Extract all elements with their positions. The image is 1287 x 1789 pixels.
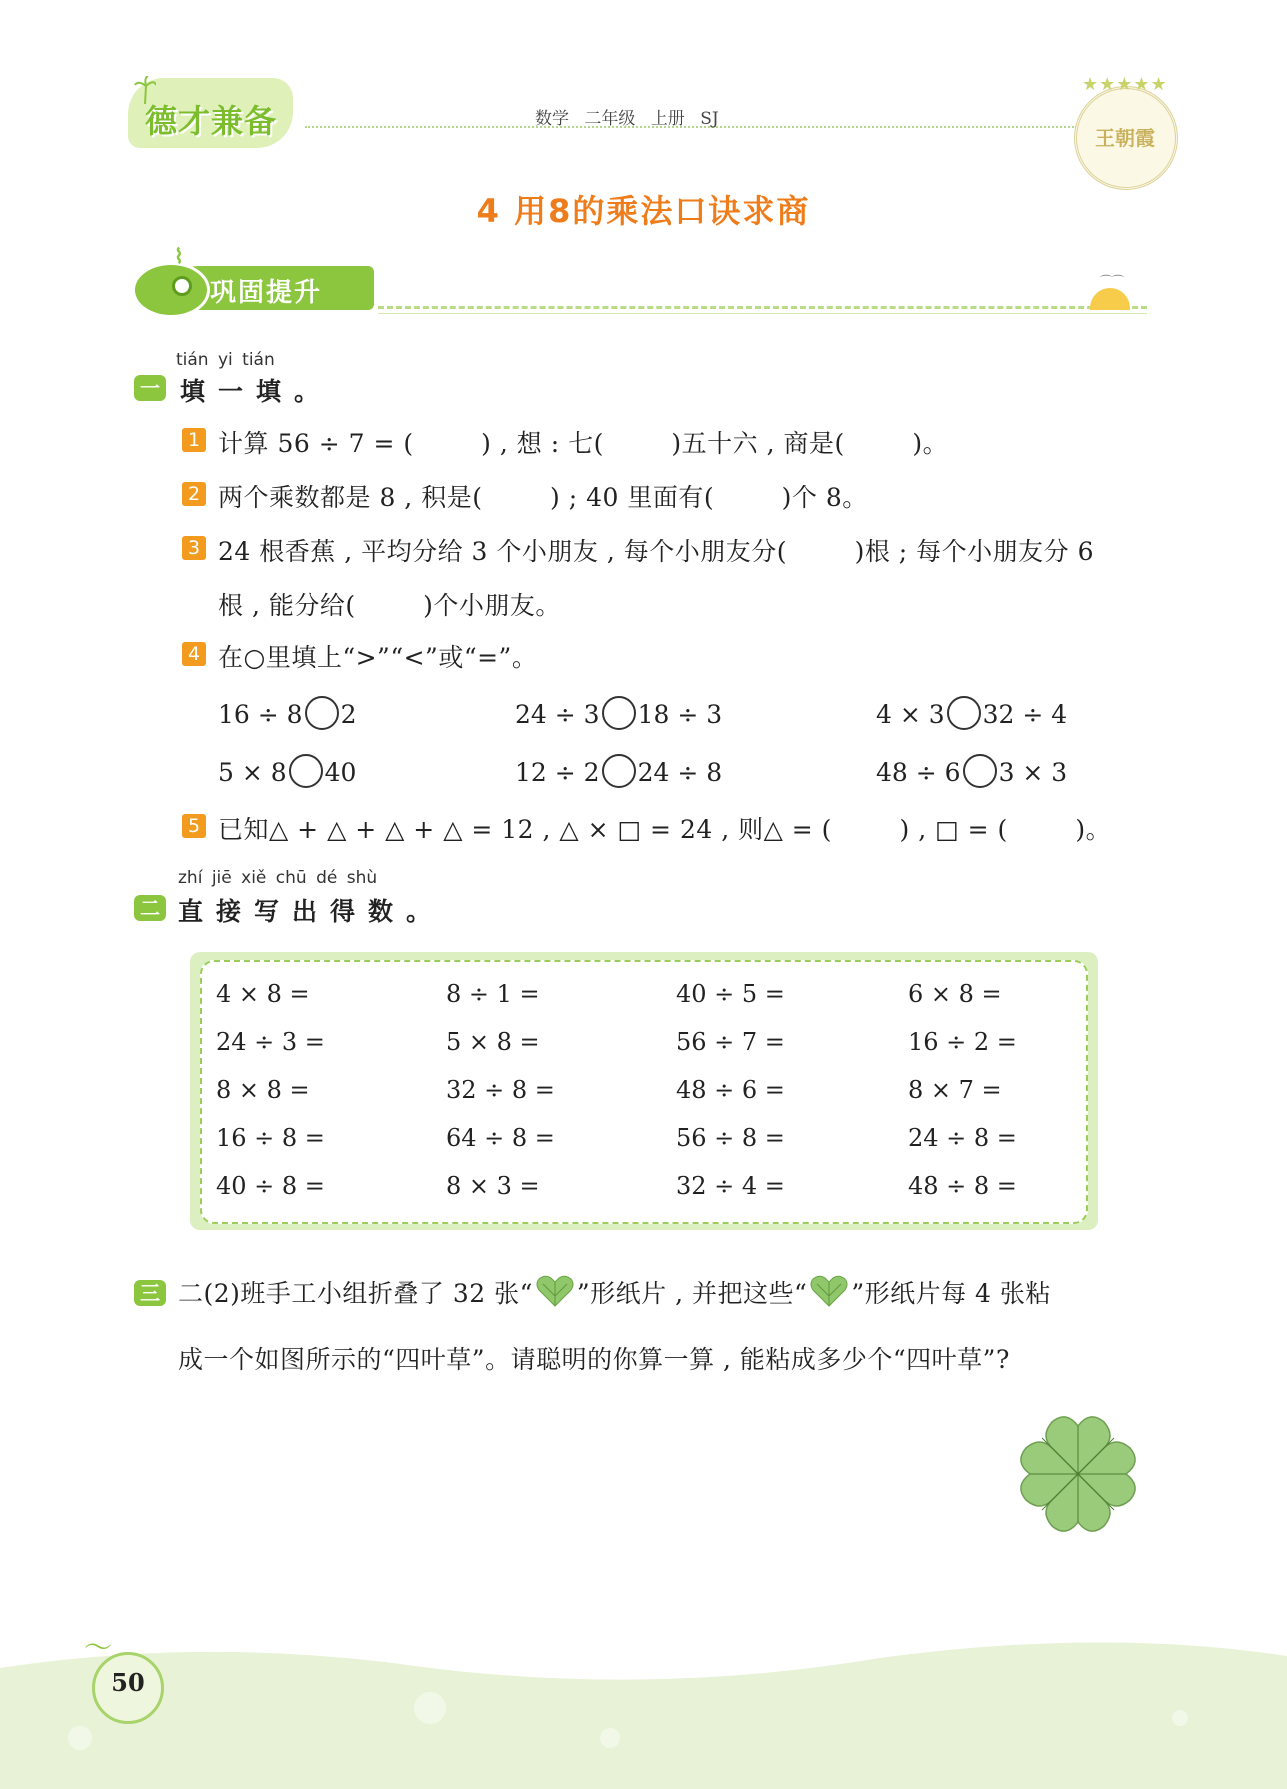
question-1-text: 计算 56 ÷ 7 = ( ) , 想 : 七( )五十六 , 商是( )。 — [218, 429, 949, 458]
calc-item: 64 ÷ 8 = — [446, 1124, 555, 1152]
section2-badge: 二 — [134, 895, 166, 921]
question-3-line1: 24 根香蕉 , 平均分给 3 个小朋友 , 每个小朋友分( )根 ; 每个小朋友分 6 — [218, 537, 1094, 566]
question-number: 2 — [182, 482, 206, 506]
answer-circle[interactable] — [602, 754, 636, 788]
brand-logo: 德才兼备 — [145, 102, 278, 140]
calc-item: 32 ÷ 8 = — [446, 1076, 555, 1104]
lesson-title: 4 用8的乘法口诀求商 — [476, 192, 811, 230]
question-number: 5 — [182, 814, 206, 838]
sunset-icon — [1090, 288, 1130, 310]
calc-item: 6 × 8 = — [908, 980, 1002, 1008]
banner-divider — [378, 306, 1147, 309]
calc-item: 40 ÷ 5 = — [676, 980, 785, 1008]
compare-item: 12 ÷ 2 24 ÷ 8 — [515, 754, 722, 788]
calc-item: 8 × 3 = — [446, 1172, 540, 1200]
section2-title: 直接写出得数。 — [178, 897, 445, 926]
section1-pinyin: tián yi tián — [176, 350, 275, 370]
page-number: 50 — [111, 1668, 145, 1697]
calc-item: 56 ÷ 7 = — [676, 1028, 785, 1056]
answer-circle[interactable] — [289, 754, 323, 788]
section2-pinyin: zhí jiē xiě chū dé shù — [178, 868, 378, 888]
section3-line2: 成一个如图所示的“四叶草”。请聪明的你算一算 , 能粘成多少个“四叶草”? — [178, 1345, 1010, 1374]
calc-item: 16 ÷ 2 = — [908, 1028, 1017, 1056]
question-number: 3 — [182, 536, 206, 560]
section1-badge: 一 — [134, 375, 166, 401]
calc-item: 48 ÷ 6 = — [676, 1076, 785, 1104]
calc-item: 4 × 8 = — [216, 980, 310, 1008]
answer-circle[interactable] — [602, 696, 636, 730]
calc-item: 40 ÷ 8 = — [216, 1172, 325, 1200]
question-number: 4 — [182, 642, 206, 666]
question-4-text: 在○里填上“>”“<”或“=”。 — [218, 643, 538, 672]
four-leaf-clover-icon — [1012, 1408, 1144, 1540]
header-subject: 数学 二年级 上册 SJ — [535, 109, 719, 129]
footer-hill-decoration — [0, 1628, 1287, 1789]
question-2-text: 两个乘数都是 8 , 积是( ) ; 40 里面有( )个 8。 — [218, 483, 868, 512]
seal-stars: ★★★★★ — [1082, 74, 1168, 95]
heart-paper-icon — [809, 1274, 849, 1308]
section3-line1: 二(2)班手工小组折叠了 32 张“ ”形纸片 , 并把这些“ ”形纸片每 4 张粘 — [178, 1274, 1051, 1310]
calc-item: 8 × 8 = — [216, 1076, 310, 1104]
calc-item: 16 ÷ 8 = — [216, 1124, 325, 1152]
section1-title: 填一填。 — [180, 377, 333, 406]
calc-item: 8 × 7 = — [908, 1076, 1002, 1104]
whale-spout-icon: ⌇ — [174, 244, 184, 268]
calc-item: 8 ÷ 1 = — [446, 980, 540, 1008]
calc-item: 24 ÷ 3 = — [216, 1028, 325, 1056]
compare-item: 48 ÷ 6 3 × 3 — [876, 754, 1067, 788]
question-3-line2: 根 , 能分给( )个小朋友。 — [218, 591, 561, 620]
compare-item: 4 × 3 32 ÷ 4 — [876, 696, 1067, 730]
calc-item: 5 × 8 = — [446, 1028, 540, 1056]
calc-item: 24 ÷ 8 = — [908, 1124, 1017, 1152]
whale-icon — [132, 262, 210, 318]
answer-circle[interactable] — [963, 754, 997, 788]
heart-paper-icon — [535, 1274, 575, 1308]
section-banner-label: 巩固提升 — [210, 278, 323, 308]
seal-text: 王朝霞 — [1095, 126, 1155, 150]
whale-eye-icon — [172, 276, 192, 296]
question-5-text: 已知△ + △ + △ + △ = 12 , △ × □ = 24 , 则△ = ( ) , □ = ( )。 — [218, 815, 1112, 844]
compare-item: 24 ÷ 3 18 ÷ 3 — [515, 696, 722, 730]
dolphin-icon: 〜 — [84, 1631, 113, 1664]
birds-icon: ⌒⌒ — [1100, 274, 1125, 288]
calc-item: 32 ÷ 4 = — [676, 1172, 785, 1200]
calc-item: 56 ÷ 8 = — [676, 1124, 785, 1152]
answer-circle[interactable] — [305, 696, 339, 730]
compare-item: 5 × 8 40 — [218, 754, 356, 788]
question-number: 1 — [182, 428, 206, 452]
banner-divider-thin — [378, 313, 1147, 314]
answer-circle[interactable] — [947, 696, 981, 730]
calc-item: 48 ÷ 8 = — [908, 1172, 1017, 1200]
compare-item: 16 ÷ 8 2 — [218, 696, 356, 730]
section3-badge: 三 — [134, 1280, 166, 1306]
